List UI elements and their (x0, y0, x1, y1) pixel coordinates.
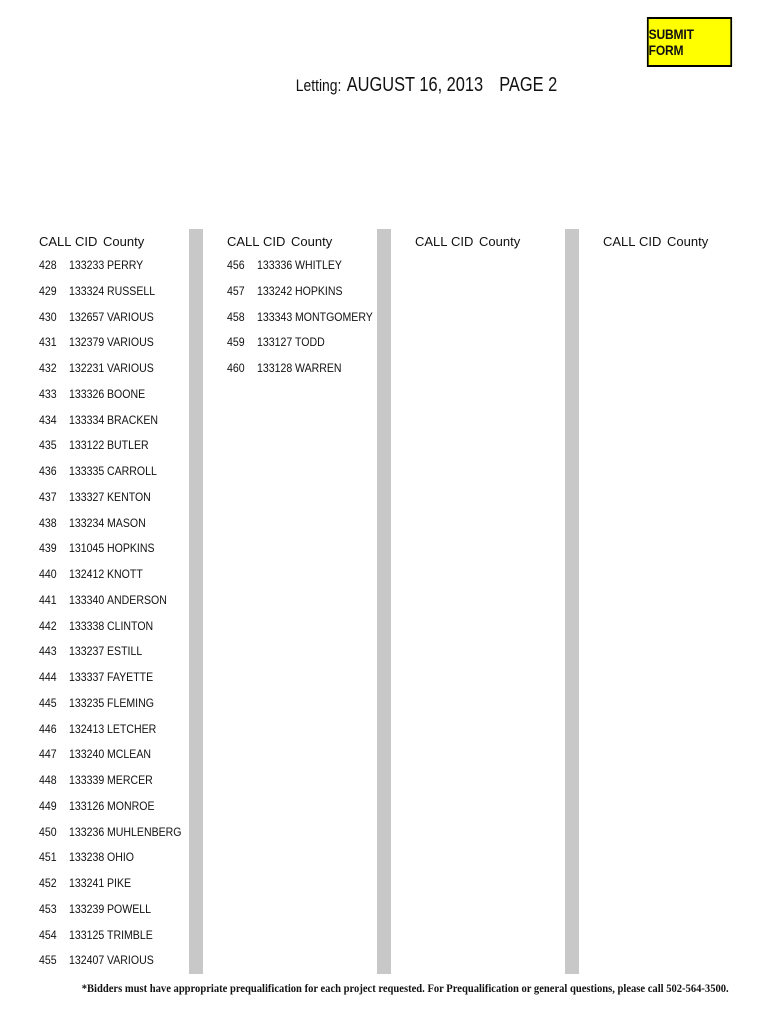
cell-call: 446 (39, 721, 57, 736)
cell-county: ESTILL (107, 644, 143, 659)
header-call: CALL (227, 234, 260, 249)
cell-county: PIKE (107, 876, 132, 890)
cell-cid: 133122 (69, 438, 105, 453)
cell-call: 449 (39, 798, 57, 813)
cell-cid: 131045 (69, 541, 105, 556)
header-county: County (667, 234, 709, 249)
cell-call: 453 (39, 901, 57, 916)
header-cid: CID (639, 234, 662, 249)
header-cid: CID (263, 234, 286, 249)
cell-call: 460 (227, 361, 245, 375)
cell-call: 448 (39, 773, 57, 787)
cell-cid: 133237 (69, 644, 105, 659)
cell-call: 441 (39, 592, 57, 607)
cell-county: KNOTT (107, 567, 143, 581)
cell-cid: 133337 (69, 670, 105, 684)
cell-county: CARROLL (107, 464, 157, 478)
cell-call: 452 (39, 876, 57, 890)
cell-cid: 133336 (257, 258, 293, 272)
cell-cid: 132379 (69, 335, 105, 350)
cell-county: MONTGOMERY (295, 309, 373, 324)
page-title (0, 74, 770, 97)
cell-call: 432 (39, 361, 57, 375)
cell-cid: 133125 (69, 927, 105, 942)
cell-county: VARIOUS (107, 309, 154, 324)
cell-county: ANDERSON (107, 592, 167, 607)
cell-county: MERCER (107, 773, 153, 787)
header-county: County (291, 234, 333, 249)
cell-county: BOONE (107, 386, 146, 401)
cell-county: POWELL (107, 901, 152, 916)
cell-cid: 133128 (257, 361, 293, 375)
cell-cid: 133239 (69, 901, 105, 916)
cell-county: MCLEAN (107, 747, 152, 762)
cell-cid: 133236 (69, 824, 105, 839)
cell-call: 450 (39, 824, 57, 839)
cell-call: 428 (39, 258, 57, 272)
cell-cid: 133335 (69, 464, 105, 478)
cell-county: MUHLENBERG (107, 824, 182, 839)
cell-cid: 132407 (69, 953, 105, 968)
cell-county: WHITLEY (295, 258, 342, 272)
cell-call: 442 (39, 618, 57, 633)
cell-county: TODD (295, 335, 325, 350)
header-call: CALL (39, 234, 72, 249)
cell-cid: 133343 (257, 309, 293, 324)
cell-county: MONROE (107, 798, 155, 813)
cell-county: LETCHER (107, 721, 157, 736)
cell-cid: 133242 (257, 283, 293, 298)
header-county: County (103, 234, 145, 249)
cell-county: PERRY (107, 258, 144, 272)
cell-county: MASON (107, 515, 146, 530)
cell-cid: 133241 (69, 876, 105, 890)
cell-cid: 132413 (69, 721, 105, 736)
cell-call: 458 (227, 309, 245, 324)
header-call: CALL (603, 234, 636, 249)
cell-county: BRACKEN (107, 412, 159, 427)
cell-county: BUTLER (107, 438, 149, 453)
cell-call: 434 (39, 412, 57, 427)
cell-cid: 133338 (69, 618, 105, 633)
cell-call: 433 (39, 386, 57, 401)
cell-cid: 132231 (69, 361, 105, 375)
cell-cid: 133235 (69, 695, 105, 710)
cell-county: FLEMING (107, 695, 154, 710)
cell-cid: 133340 (69, 592, 105, 607)
cell-call: 438 (39, 515, 57, 530)
cell-call: 436 (39, 464, 57, 478)
cell-call: 440 (39, 567, 57, 581)
cell-call: 454 (39, 927, 57, 942)
header-call: CALL (415, 234, 448, 249)
cell-county: FAYETTE (107, 670, 154, 684)
cell-cid: 133324 (69, 283, 105, 298)
header-cid: CID (451, 234, 474, 249)
cell-county: TRIMBLE (107, 927, 153, 942)
cell-call: 430 (39, 309, 57, 324)
column-divider (377, 229, 391, 974)
cell-cid: 133327 (69, 489, 105, 504)
cell-cid: 133334 (69, 412, 105, 427)
cell-call: 435 (39, 438, 57, 453)
header-cid: CID (75, 234, 98, 249)
cell-county: VARIOUS (107, 361, 154, 375)
cell-cid: 133233 (69, 258, 105, 272)
cell-call: 456 (227, 258, 245, 272)
cell-call: 444 (39, 670, 57, 684)
cell-cid: 133339 (69, 773, 105, 787)
letting-date: AUGUST 16, 2013 (346, 74, 483, 96)
cell-county: OHIO (107, 850, 134, 865)
prequalification-text: *Bidders must have appropriate prequalification for each project requested. For Prequalification or general questions, please call 502-564-3500. (81, 981, 729, 995)
submit-form-button[interactable]: SUBMIT FORM (647, 17, 732, 67)
column-divider (189, 229, 203, 974)
cell-call: 439 (39, 541, 57, 556)
column-divider (565, 229, 579, 974)
cell-cid: 132657 (69, 309, 105, 324)
cell-cid: 133240 (69, 747, 105, 762)
cell-cid: 133126 (69, 798, 105, 813)
page-number: PAGE 2 (498, 74, 557, 96)
cell-county: WARREN (295, 361, 342, 375)
cell-cid: 133238 (69, 850, 105, 865)
cell-call: 455 (39, 953, 57, 968)
cell-call: 443 (39, 644, 57, 659)
cell-call: 437 (39, 489, 57, 504)
cell-cid: 133234 (69, 515, 105, 530)
cell-county: RUSSELL (107, 283, 156, 298)
cell-call: 431 (39, 335, 57, 350)
cell-call: 429 (39, 283, 57, 298)
cell-county: KENTON (107, 489, 151, 504)
cell-call: 451 (39, 850, 57, 865)
cell-call: 445 (39, 695, 57, 710)
cell-cid: 133127 (257, 335, 293, 350)
cell-call: 457 (227, 283, 245, 298)
prequalification-note (0, 981, 770, 996)
cell-county: VARIOUS (107, 953, 154, 968)
cell-call: 459 (227, 335, 245, 350)
cell-county: CLINTON (107, 618, 154, 633)
cell-county: VARIOUS (107, 335, 154, 350)
cell-cid: 132412 (69, 567, 105, 581)
cell-call: 447 (39, 747, 57, 762)
header-county: County (479, 234, 521, 249)
cell-county: HOPKINS (107, 541, 155, 556)
letting-label: Letting: (295, 76, 341, 95)
cell-cid: 133326 (69, 386, 105, 401)
cell-county: HOPKINS (295, 283, 343, 298)
